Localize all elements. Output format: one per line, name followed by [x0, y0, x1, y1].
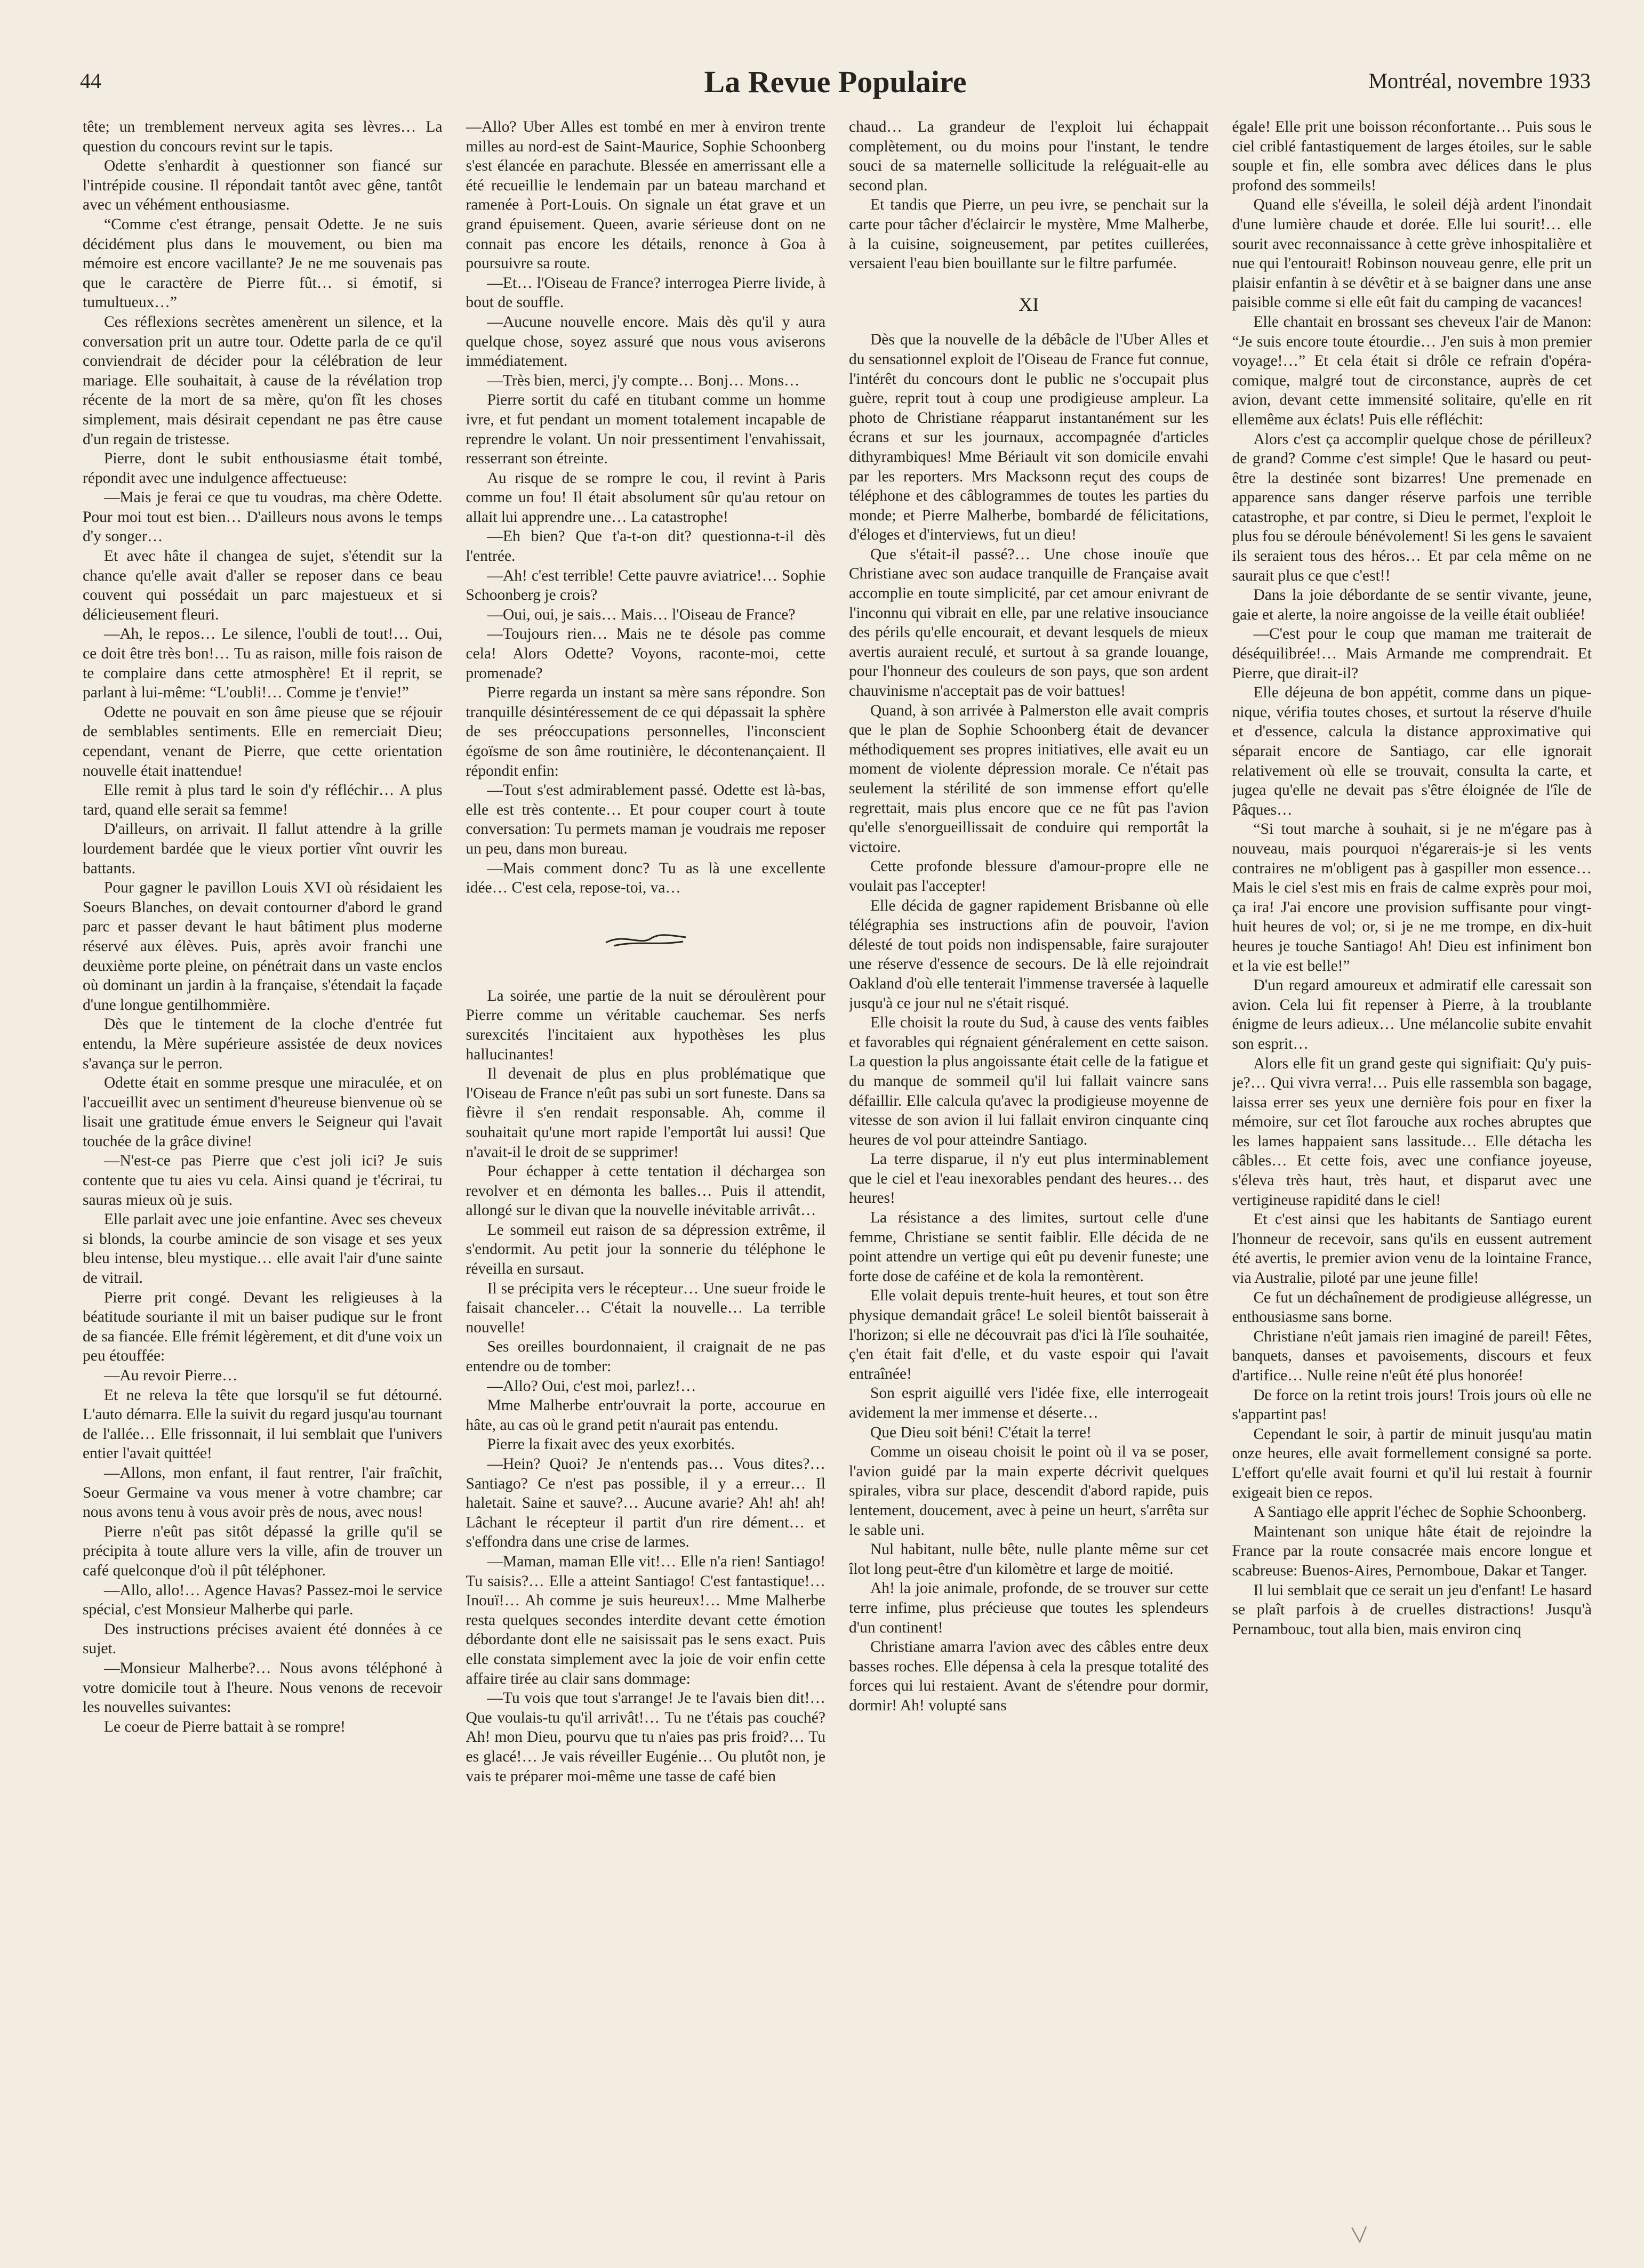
page-header	[80, 64, 1591, 107]
paragraph: Dans la joie débordante de se sentir vivante, jeune, gaie et alerte, la noire angoisse de la veille était oubliée!	[1232, 586, 1592, 623]
paragraph: Il se précipita vers le récepteur… Une sueur froide le faisait chanceler… C'était la nouvelle… La terrible nouvelle!	[466, 1280, 825, 1336]
paragraph: Elle parlait avec une joie enfantine. Avec ses cheveux si blonds, la courbe amincie de son visage et ses yeux bleu intense, bleu mystique… elle avait l'air d'une sainte de vitrail.	[83, 1211, 443, 1287]
paragraph: —Hein? Quoi? Je n'entends pas… Vous dites?… Santiago? Ce n'est pas possible, il y a erreur… Il haletait. Saine et sauve?… Aucune avarie? Ah! ah! ah! Lâchant le récepteur il partit d'un rire dément… et s'effondra dans une crise de larmes.	[466, 1455, 825, 1551]
paragraph: Elle remit à plus tard le soin d'y réfléchir… A plus tard, quand elle serait sa femme!	[83, 782, 443, 818]
paragraph: La soirée, une partie de la nuit se déroulèrent pour Pierre comme un véritable cauchemar. Ses nerfs surexcités l'incitaient aux hypothèses les plus hallucinantes!	[466, 987, 825, 1063]
paragraph: chaud… La grandeur de l'exploit lui échappait complètement, ou du moins pour l'instant, le tendre souci de sa maternelle sollicitude la reléguait-elle au second plan.	[849, 118, 1209, 194]
paragraph: Ce fut un déchaînement de prodigieuse allégresse, un enthousiasme sans borne.	[1232, 1289, 1592, 1326]
paragraph: —Allo? Oui, c'est moi, parlez!…	[487, 1377, 696, 1395]
paragraph: Que s'était-il passé?… Une chose inouïe que Christiane avec son audace tranquille de Française avait accomplie en toute simplicité, par cet amour enivrant de l'inconnu qui vibrait en elle, par une relative insouciance des périls qu'elle encourait, et devant lesquels de mieux avertis auraient reculé, et surtout à sa grande louange, pour l'honneur des couleurs de son pays, que son ardent chauvinisme n'acceptait pas de voir battues!	[849, 545, 1209, 700]
paragraph: Dès que le tintement de la cloche d'entrée fut entendu, la Mère supérieure assistée de deux novices s'avança sur le perron.	[83, 1016, 443, 1072]
paragraph: “Comme c'est étrange, pensait Odette. Je ne suis décidément plus dans le mouvement, ou bien ma mémoire est encore vacillante? Je ne me souvenais pas que le caractère de Pierre fût… si émotif, si tumultueux…”	[83, 215, 443, 311]
paragraph: —N'est-ce pas Pierre que c'est joli ici? Je suis contente que tu aies vu cela. Ainsi quand je t'écrirai, tu sauras mieux où je suis.	[83, 1152, 443, 1209]
paragraph: Elle choisit la route du Sud, à cause des vents faibles et favorables qui régnaient généralement en cette saison. La question la plus angoissante était celle de la fatigue et du manque de sommeil qu'il lui fallait vaincre sans défaillir. Elle calcula qu'avec la prodigieuse moyenne de vitesse de son avion il lui fallait environ cinquante cinq heures de vol pour atteindre Santiago.	[849, 1014, 1209, 1148]
paragraph: —Allons, mon enfant, il faut rentrer, l'air fraîchit, Soeur Germaine va vous mener à votre chambre; car nous avons tenu à vous avoir près de nous, avec nous!	[83, 1464, 443, 1521]
paragraph: —Au revoir Pierre…	[104, 1367, 238, 1384]
paragraph: Comme un oiseau choisit le point où il va se poser, l'avion guidé par la main experte décrivit quelques spirales, vibra sur place, descendit d'abord rapide, puis lentement, doucement, avec à peine un heurt, s'arrêta sur le sable uni.	[849, 1443, 1209, 1539]
paragraph: Christiane n'eût jamais rien imaginé de pareil! Fêtes, banquets, danses et pavoisements, discours et feux d'artifice… Nulle reine n'eût été plus honorée!	[1232, 1328, 1592, 1384]
paragraph: Et tandis que Pierre, un peu ivre, se penchait sur la carte pour tâcher d'éclaircir le mystère, Mme Malherbe, à la cuisine, soigneusement, par petites cuillerées, versaient l'eau bien bouillante sur le filtre parfumée.	[849, 196, 1209, 272]
paragraph: Cette profonde blessure d'amour-propre elle ne voulait pas l'accepter!	[849, 858, 1209, 895]
paragraph: Elle volait depuis trente-huit heures, et tout son être physique demandait grâce! Le soleil bientôt baisserait à l'horizon; si elle ne découvrait pas d'ici là l'île souhaitée, ç'en était fait d'elle, et du vaste espoir qui l'avait entraînée!	[849, 1287, 1209, 1382]
paragraph: —Allo, allo!… Agence Havas? Passez-moi le service spécial, c'est Monsieur Malherbe qui parle.	[83, 1581, 443, 1619]
paragraph: Elle chantait en brossant ses cheveux l'air de Manon: “Je suis encore toute étourdie… J'en suis à mon premier voyage!…” Et cela était si drôle ce refrain d'opéra-comique, malgré tout de circonstance, auprès de cet avion, devant cette immensité solitaire, qu'elle en rit ellemême aux éclats! Puis elle réfléchit:	[1232, 313, 1592, 428]
text-column-4	[1232, 117, 1592, 2223]
paragraph: D'un regard amoureux et admiratif elle caressait son avion. Cela lui fit repenser à Pierre, à la troublante énigme de leurs adieux… Une mélancolie subite envahit son esprit…	[1232, 977, 1592, 1052]
paragraph: Maintenant son unique hâte était de rejoindre la France par la route consacrée mais encore longue et scabreuse: Buenos-Aires, Pernomboue, Dakar et Tanger.	[1232, 1523, 1592, 1579]
paragraph: Pierre la fixait avec des yeux exorbités.	[487, 1436, 735, 1453]
paragraph: A Santiago elle apprit l'échec de Sophie Schoonberg.	[1253, 1503, 1586, 1521]
paragraph: Pierre n'eût pas sitôt dépassé la grille qu'il se précipita à toute allure vers la ville, afin de trouver un café quelconque d'où il pût téléphoner.	[83, 1523, 443, 1579]
paragraph: Alors c'est ça accomplir quelque chose de périlleux? de grand? Comme c'est simple! Que le hasard ou peut-être la destinée sont bizarres! Une premenade en apparence sans danger réserve parfois une terrible catastrophe, et par contre, si Dieu le permet, l'exploit le plus fou se déroule bénévolement! Si les gens le savaient ils seraient tous des héros… Et par cela même on ne saurait plus ce que c'est!!	[1232, 430, 1592, 584]
paragraph: “Si tout marche à souhait, si je ne m'égare pas à nouveau, mais pourquoi n'égarerais-je si les vents contraires ne m'obligent pas à gaspiller mon essence… Mais le ciel s'est mis en frais de calme exprès pour moi, ça ira! J'ai encore une provision suffisante pour vingt-huit heures de vol; or, si je ne me trompe, en dix-huit heures je touche Santiago! Ah! Dieu est infiniment bon et la vie est belle!”	[1232, 821, 1592, 975]
paragraph: Dès que la nouvelle de la débâcle de l'Uber Alles et du sensationnel exploit de l'Oiseau de France fut connue, l'intérêt du concours dont le public ne s'occupait plus guère, reprit tout à coup une prodigieuse ampleur. La photo de Christiane réapparut instantanément sur les écrans et sur les journaux, accompagnée d'articles dithyrambiques! Mme Bériault vit son domicile envahi par les reporters. Mrs Macksonn reçut des coups de téléphone et des câblogrammes de toutes les parties du monde; et Pierre Malherbe, bombardé de félicitations, d'éloges et d'interviews, fut un dieu!	[849, 331, 1209, 544]
paragraph: Le coeur de Pierre battait à se rompre!	[104, 1718, 346, 1735]
paragraph: Pierre prit congé. Devant les religieuses à la béatitude souriante il mit un baiser pudique sur le front de sa fiancée. Elle frémit légèrement, et dit d'une voix un peu étouffée:	[83, 1289, 443, 1365]
paragraph: —Et… l'Oiseau de France? interrogea Pierre livide, à bout de souffle.	[466, 274, 825, 311]
paragraph: —Mais je ferai ce que tu voudras, ma chère Odette. Pour moi tout est bien… D'ailleurs nous avons le temps d'y songer…	[83, 489, 443, 545]
paragraph: Mme Malherbe entr'ouvrait la porte, accourue en hâte, au cas où le grand petit n'aurait pas entendu.	[466, 1397, 825, 1434]
paragraph: Cependant le soir, à partir de minuit jusqu'au matin onze heures, elle avait formellement consigné sa porte. L'effort qu'elle avait fourni et qu'il lui restait à fournir exigeait bien ce repos.	[1232, 1425, 1592, 1501]
paragraph: Que Dieu soit béni! C'était la terre!	[870, 1423, 1092, 1441]
paragraph: —Ah! c'est terrible! Cette pauvre aviatrice!… Sophie Schoonberg je crois?	[466, 567, 825, 604]
paragraph: Et c'est ainsi que les habitants de Santiago eurent l'honneur de recevoir, sans qu'ils en eussent autrement été avertis, le premier avion venu de la lointaine France, via Australie, piloté par une jeune fille!	[1232, 1211, 1592, 1287]
paragraph: —Tout s'est admirablement passé. Odette est là-bas, elle est très contente… Et pour couper court à toute conversation: Tu permets maman je voudrais me reposer un peu, dans mon bureau.	[466, 782, 825, 857]
paragraph: Elle déjeuna de bon appétit, comme dans un pique-nique, vérifia toutes choses, et surtout la réserve d'huile et d'essence, calcula la distance approximative qui séparait encore de Santiago, car elle ignorait relativement où elle se trouvait, consulta la carte, et jugea qu'elle ne devait pas s'être éloignée de l'île de Pâques…	[1232, 684, 1592, 818]
paragraph: Elle décida de gagner rapidement Brisbanne où elle télégraphia ses instructions afin de pouvoir, l'avion délesté de tout poids non indispensable, faire surajouter une réserve d'essence de secours. De là elle rejoindrait Oakland d'où elle tenterait l'immense traversée à laquelle jusqu'à ce jour nul ne s'était risqué.	[849, 897, 1209, 1012]
paragraph: Pierre sortit du café en titubant comme un homme ivre, et fut pendant un moment totalement incapable de reprendre le volant. Un noir pressentiment l'envahissait, resserrant son étreinte.	[466, 391, 825, 468]
paragraph: —Tu vois que tout s'arrange! Je te l'avais bien dit!… Que voulais-tu qu'il arrivât!… Tu ne t'étais pas couché? Ah! mon Dieu, pourvu que tu n'aies pas pris froid?… Tu es glacé!… Je vais réveiller Eugénie… Ou plutôt non, je vais te préparer moi-même une tasse de café bien	[466, 1690, 825, 1785]
paragraph: D'ailleurs, on arrivait. Il fallut attendre à la grille lourdement bardée que le vieux portier vînt ouvrir les battants.	[83, 821, 443, 877]
paragraph: —Eh bien? Que t'a-t-on dit? questionna-t-il dès l'entrée.	[466, 528, 825, 565]
paragraph: Quand, à son arrivée à Palmerston elle avait compris que le plan de Sophie Schoonberg était de devancer méthodiquement ses propres initiatives, elle avait eu un moment de violente dépression morale. Ce n'était pas seulement la stérilité de son immense effort qu'elle regrettait, mais plus encore que ce ne fût pas l'avion qu'elle s'enorgueillissait de conduire qui remportât la victoire.	[849, 702, 1209, 856]
text-column-2	[466, 117, 826, 2223]
paragraph: Pierre regarda un instant sa mère sans répondre. Son tranquille désintéressement de ce qui dépassait la sphère de ses préoccupations personnelles, l'inconscient égoïsme de son âme routinière, le décontenançaient. Il répondit enfin:	[466, 684, 825, 779]
paragraph: Odette ne pouvait en son âme pieuse que se réjouir de semblables sentiments. Elle en remerciait Dieu; cependant, venant de Pierre, que cette orientation nouvelle était inattendue!	[83, 703, 443, 779]
paragraph: Et ne releva la tête que lorsqu'il se fut détourné. L'auto démarra. Elle la suivit du regard jusqu'au tournant de l'allée… Elle frissonnait, il lui semblait que l'univers entier l'avait quittée!	[83, 1386, 443, 1462]
paragraph: —Allo? Uber Alles est tombé en mer à environ trente milles au nord-est de Saint-Maurice, Sophie Schoonberg s'est élancée en parachute. Blessée en amerrissant elle a été recueillie le lendemain par un bateau marchand et ramenée à Port-Louis. On signale un état grave et un grand épuisement. Queen, avarie sérieuse dont on ne connait pas encore les détails, renonce à Goa à poursuivre sa route.	[466, 118, 825, 272]
paragraph: Son esprit aiguillé vers l'idée fixe, elle interrogeait avidement la mer immense et déserte…	[849, 1385, 1209, 1421]
paragraph: Ah! la joie animale, profonde, de se trouver sur cette terre infime, plus précieuse que toutes les splendeurs d'un continent!	[849, 1580, 1209, 1636]
paragraph: Le sommeil eut raison de sa dépression extrême, il s'endormit. Au petit jour la sonnerie du téléphone le réveilla en sursaut.	[466, 1221, 825, 1278]
paragraph: tête; un tremblement nerveux agita ses lèvres… La question du concours revint sur le tapis.	[83, 118, 443, 155]
paragraph: Alors elle fit un grand geste qui signifiait: Qu'y puis-je?… Qui vivra verra!… Puis elle rassembla son bagage, laissa errer ses yeux une dernière fois pour en fixer la mémoire, sur cet îlot farouche aux roches abruptes que les lames happaient sans lassitude… Elle détacha les câbles… Et cette fois, avec une confiance joyeuse, s'éleva très haut, très haut, et disparut avec une vertigineuse rapidité dans le ciel!	[1232, 1055, 1592, 1209]
paragraph: égale! Elle prit une boisson réconfortante… Puis sous le ciel criblé fantastiquement de larges étoiles, sur le sable souple et fin, elle sombra avec délices dans le plus profond des sommeils!	[1232, 118, 1592, 194]
ink-mark-icon	[1349, 2223, 1370, 2245]
paragraph: —Très bien, merci, j'y compte… Bonj… Mons…	[487, 372, 800, 389]
paragraph: La résistance a des limites, surtout celle d'une femme, Christiane se sentit faiblir. Elle décida de ne point attendre un vertige qui eût pu devenir funeste; une forte dose de caféine et de kola la remontèrent.	[849, 1209, 1209, 1285]
text-column-1	[83, 117, 443, 2223]
paragraph: —Monsieur Malherbe?… Nous avons téléphoné à votre domicile tout à l'heure. Nous venons de recevoir les nouvelles suivantes:	[83, 1659, 443, 1716]
paragraph: Pour gagner le pavillon Louis XVI où résidaient les Soeurs Blanches, on devait contourner d'abord le grand parc et passer devant le haut bâtiment plus moderne réservé aux élèves. Puis, après avoir franchi une deuxième porte pleine, on pénétrait dans un vaste enclos où dominant un jardin à la française, s'étendait la façade d'une longue gentilhommière.	[83, 879, 443, 1014]
paragraph: Ses oreilles bourdonnaient, il craignait de ne pas entendre ou de tomber:	[466, 1338, 825, 1376]
paragraph: —Aucune nouvelle encore. Mais dès qu'il y aura quelque chose, soyez assuré que nous vous aviserons immédiatement.	[466, 313, 825, 370]
paragraph: Au risque de se rompre le cou, il revint à Paris comme un fou! Il était absolument sûr qu'au retour on allait lui apprendre une… La catastrophe!	[466, 469, 825, 526]
paragraph: —C'est pour le coup que maman me traiterait de déséquilibrée!… Mais Armande me comprendrait. Et Pierre, que dirait-il?	[1232, 625, 1592, 682]
paragraph: —Ah, le repos… Le silence, l'oubli de tout!… Oui, ce doit être très bon!… Tu as raison, mille fois raison de te complaire dans cette atmosphère! Et il reprit, se parlant à lui-même: “L'oubli!… Comme je t'envie!”	[83, 625, 443, 702]
paragraph: Odette était en somme presque une miraculée, et on l'accueillit avec un sentiment d'heureuse bienvenue où se lisait une gratitude émue envers le Seigneur qui l'avait touchée de la grâce divine!	[83, 1074, 443, 1150]
page-number: 44	[80, 69, 101, 93]
paragraph: Christiane amarra l'avion avec des câbles entre deux basses roches. Elle dépensa à cela la presque totalité des forces qui lui restaient. Avant de s'étendre pour dormir, dormir! Ah! volupté sans	[849, 1638, 1209, 1714]
paragraph: Pour échapper à cette tentation il déchargea son revolver et en démonta les balles… Puis il attendit, allongé sur le divan que la nouvelle inévitable arrivât…	[466, 1163, 825, 1219]
paragraph: Nul habitant, nulle bête, nulle plante même sur cet îlot long peut-être d'un kilomètre et large de moitié.	[849, 1541, 1209, 1578]
section-ornament-icon	[603, 930, 688, 949]
paragraph: Et avec hâte il changea de sujet, s'étendit sur la chance qu'elle avait d'aller se reposer dans ce beau couvent qui possédait un parc majestueux et si délicieusement fleuri.	[83, 548, 443, 623]
paragraph: De force on la retint trois jours! Trois jours où elle ne s'appartint pas!	[1232, 1386, 1592, 1423]
paragraph: La terre disparue, il n'y eut plus interminablement que le ciel et l'eau inexorables pendant des heures… des heures!	[849, 1151, 1209, 1207]
paragraph: —Maman, maman Elle vit!… Elle n'a rien! Santiago! Tu saisis?… Elle a atteint Santiago! C'est fantastique!… Inouï!… Ah comme je suis heureux!… Mme Malherbe resta quelques secondes interdite devant cette émotion débordante dont elle ne saisissait pas le sens exact. Puis elle constata simplement avec la joie de voir enfin cette affaire tirée au clair sans dommage:	[466, 1553, 825, 1687]
paragraph: Des instructions précises avaient été données à ce sujet.	[83, 1620, 443, 1658]
paragraph: —Toujours rien… Mais ne te désole pas comme cela! Alors Odette? Voyons, raconte-moi, cette promenade?	[466, 625, 825, 682]
issue-date: Montréal, novembre 1933	[1368, 69, 1591, 93]
publication-title: La Revue Populaire	[704, 65, 967, 99]
paragraph: Il lui semblait que ce serait un jeu d'enfant! Le hasard se plaît parfois à de cruelles distractions! Jusqu'à Pernambouc, tout alla bien, mais environ cinq	[1232, 1581, 1592, 1638]
text-column-3	[849, 117, 1209, 2223]
paragraph: —Oui, oui, je sais… Mais… l'Oiseau de France?	[487, 606, 796, 623]
paragraph: Pierre, dont le subit enthousiasme était tombé, répondit avec une indulgence affectueuse:	[83, 450, 443, 487]
paragraph: Il devenait de plus en plus problématique que l'Oiseau de France n'eût pas subi un sort funeste. Dans sa fièvre il s'en rendait responsable. Ah, comme il souhaitait qu'une mort rapide l'emportât lui aussi! Que n'avait-il le droit de se supprimer!	[466, 1065, 825, 1161]
paragraph: Ces réflexions secrètes amenèrent un silence, et la conversation prit un autre tour. Odette parla de ce qu'il conviendrait de décider pour la célébration de leur mariage. Elle souhaitait, à cause de la révélation trop récente de la mort de sa mère, qu'on fît les choses simplement, mais désirait cependant ne pas être cause d'un regain de tristesse.	[83, 313, 443, 448]
paragraph: —Mais comment donc? Tu as là une excellente idée… C'est cela, repose-toi, va…	[466, 859, 825, 897]
paragraph: Quand elle s'éveilla, le soleil déjà ardent l'inondait d'une lumière chaude et dorée. Elle lui sourit!… elle sourit avec reconnaissance à cette grève inhospitalière et nue qui l'entourait! Robinson nouveau genre, elle prit un plaisir enfantin à se dévêtir et à se baigner dans une anse paisible comme si elle eût fait du camping de vacances!	[1232, 196, 1592, 311]
section-title: XI	[1019, 293, 1039, 315]
article-body	[83, 117, 1592, 2223]
paragraph: Odette s'enhardit à questionner son fiancé sur l'intrépide cousine. Il répondait tantôt avec gêne, tantôt avec un véhément enthousiasme.	[83, 157, 443, 214]
